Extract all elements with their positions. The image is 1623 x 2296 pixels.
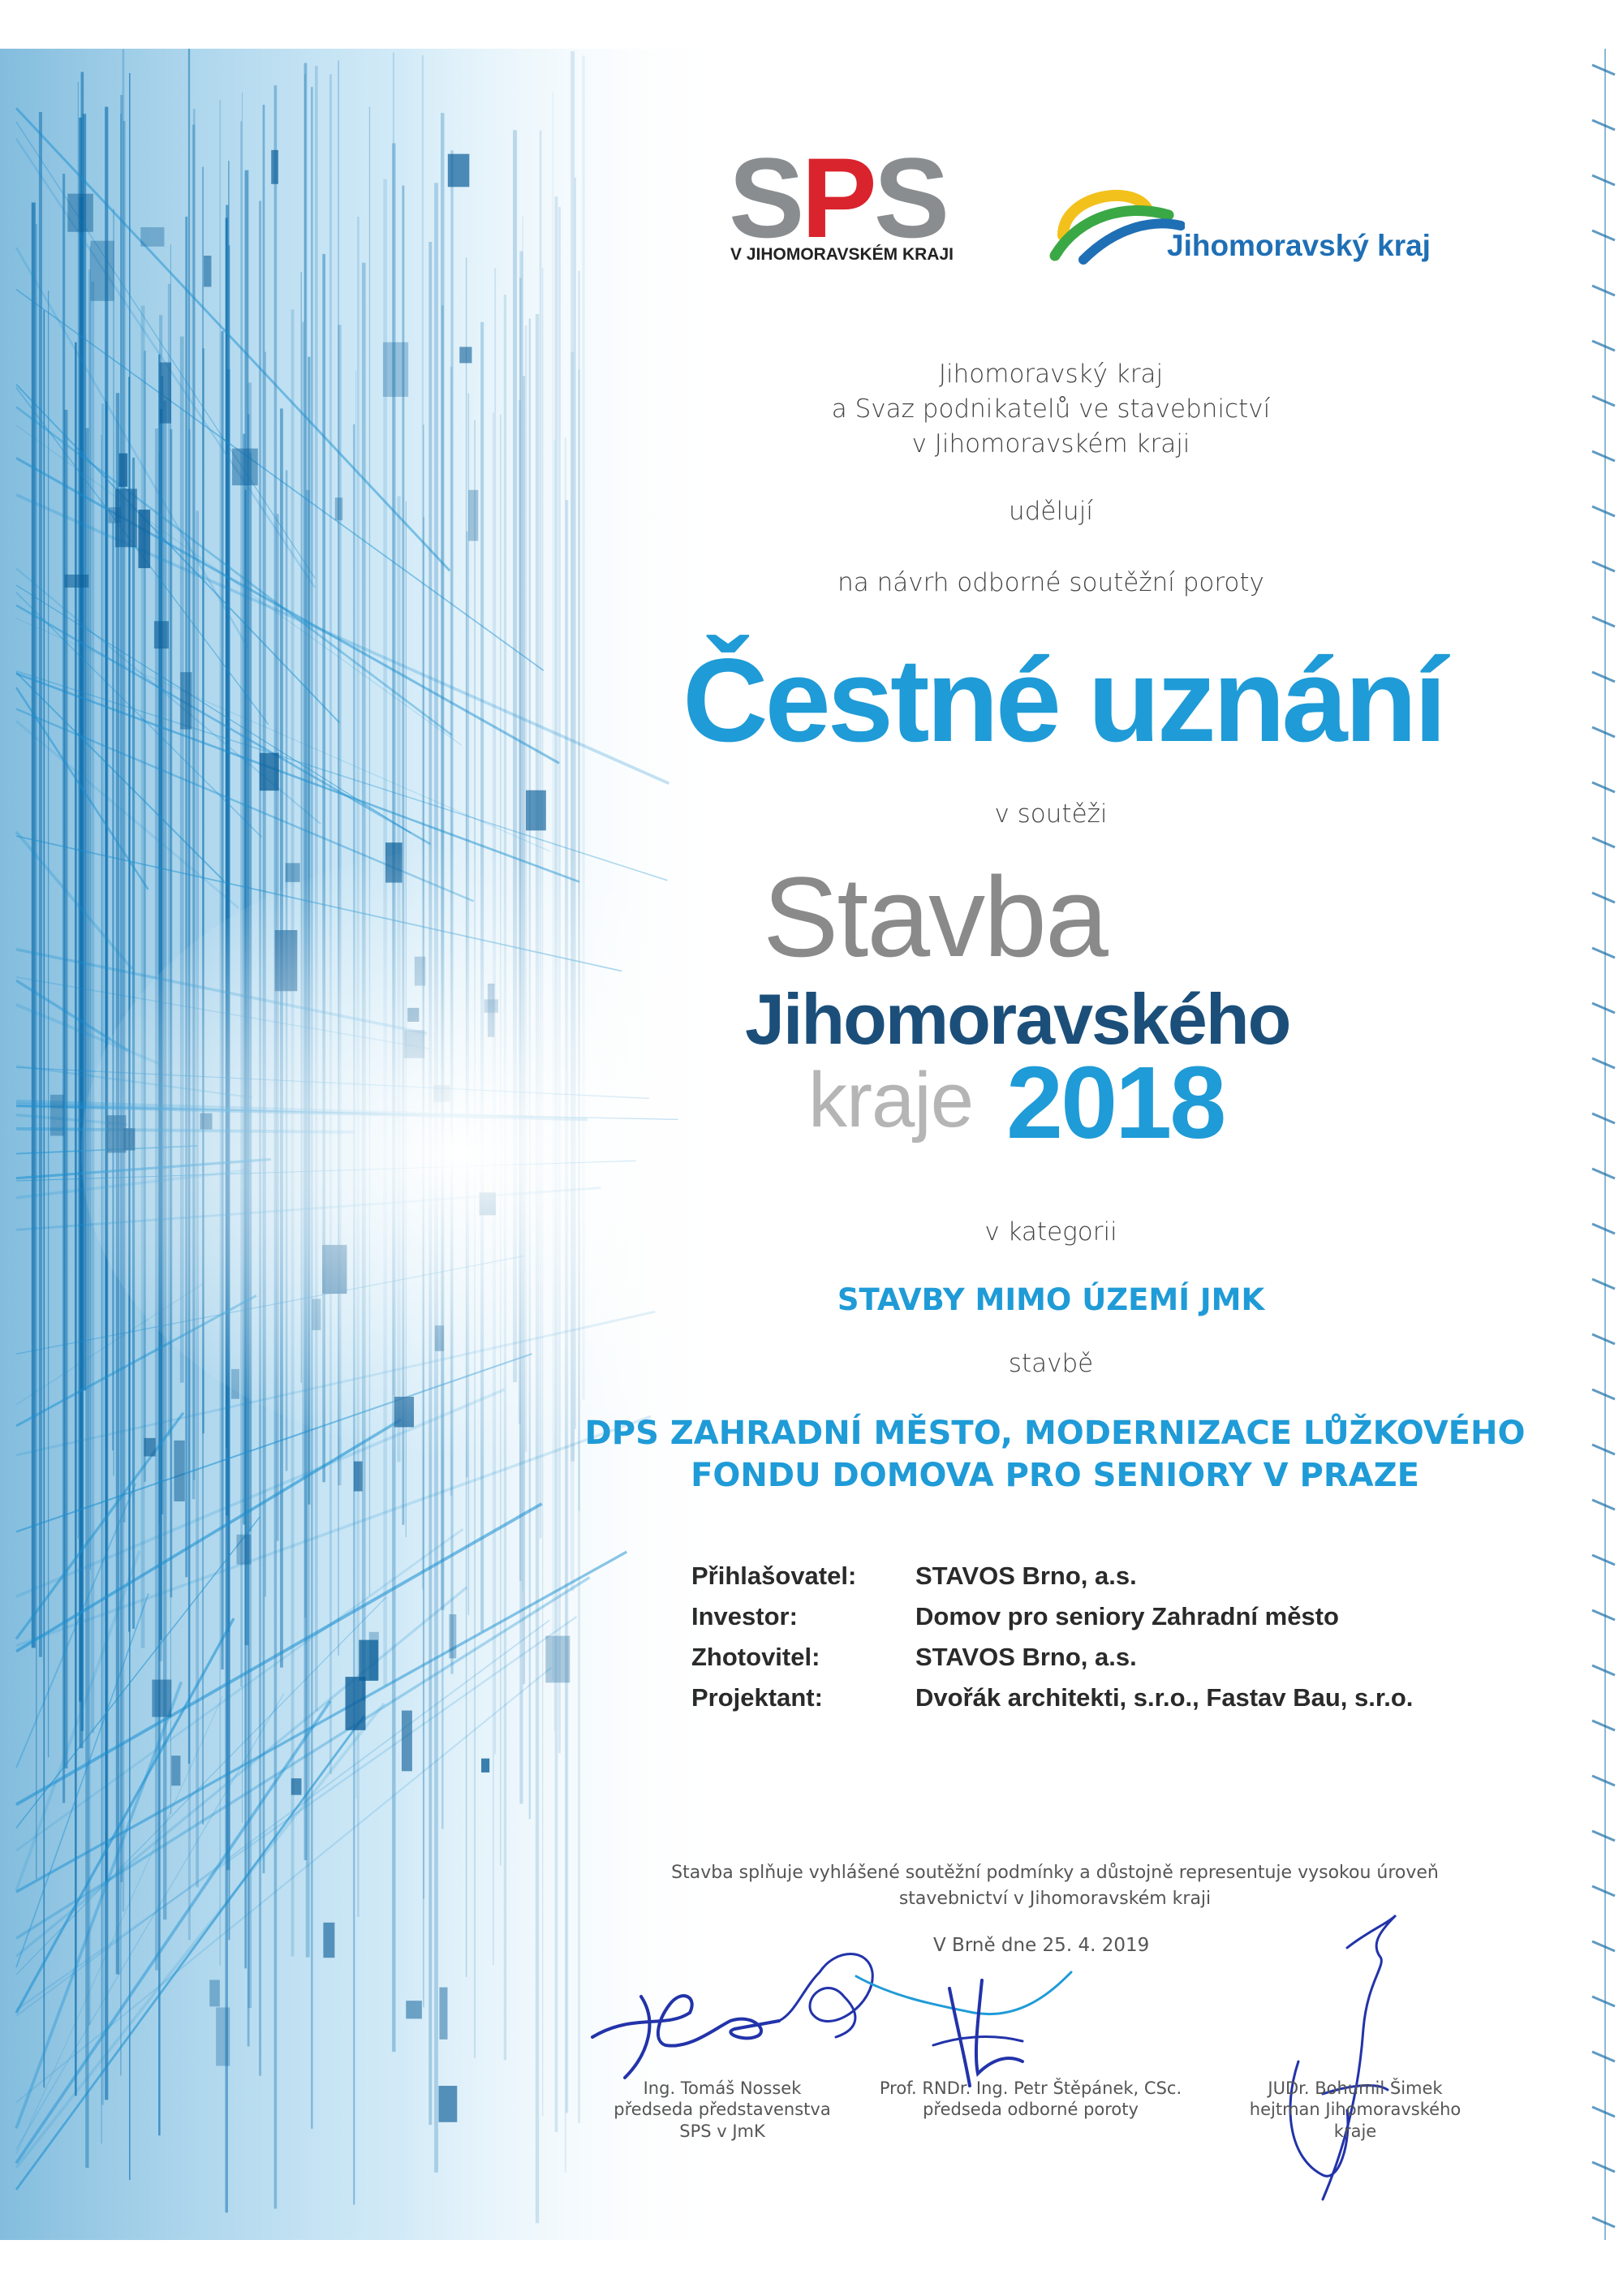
- background-grid-line: [1592, 1776, 1615, 1786]
- background-grid-line: [1592, 1445, 1615, 1454]
- competition-year: 2018: [1006, 1045, 1225, 1160]
- background-block: [115, 489, 137, 547]
- background-grid-line: [1592, 506, 1615, 516]
- signatory-line: Ing. Tomáš Nossek: [643, 2078, 802, 2098]
- background-grid-line: [1592, 948, 1615, 958]
- background-grid-line: [1592, 1665, 1615, 1675]
- detail-value: Domov pro seniory Zahradní město: [915, 1602, 1339, 1630]
- background-grid-line: [1592, 1334, 1615, 1344]
- intro-line: a Svaz podnikatelů ve stavebnictví: [831, 394, 1271, 424]
- background-block: [50, 1095, 64, 1136]
- building-name: [568, 1412, 1542, 1497]
- background-block: [232, 449, 258, 485]
- background-block: [359, 1640, 378, 1681]
- background-grid-line: [1592, 727, 1615, 737]
- background-grid-line: [1592, 1058, 1615, 1068]
- background-grid-line: [1592, 893, 1615, 902]
- building-lead: stavbě: [1008, 1349, 1094, 1378]
- background-grid-line: [1592, 1169, 1615, 1178]
- background-grid-line: [1592, 672, 1615, 682]
- background-block: [271, 150, 278, 184]
- sps-logo: [729, 134, 980, 268]
- background-block: [174, 1441, 184, 1501]
- background-grid-line: [1592, 838, 1615, 847]
- background-grid-line: [1592, 1003, 1615, 1013]
- background-block: [286, 863, 300, 881]
- intro-line: Jihomoravský kraj: [938, 360, 1164, 389]
- category-lead: v kategorii: [984, 1217, 1117, 1247]
- background-block: [64, 575, 88, 588]
- intro-proposal: na návrh odborné soutěžní poroty: [837, 568, 1264, 597]
- background-block: [160, 362, 171, 423]
- detail-value: Dvořák architekti, s.r.o., Fastav Bau, s.r.o.: [915, 1683, 1414, 1712]
- background-grid-line: [1592, 1886, 1615, 1896]
- detail-row-contractor: [691, 1643, 1137, 1672]
- background-block: [236, 1535, 251, 1565]
- sps-logo-letter-p: P: [801, 134, 874, 261]
- category-name: STAVBY MIMO ÚZEMÍ JMK: [837, 1282, 1265, 1317]
- handwritten-signatures: [568, 1899, 1623, 2224]
- background-block: [138, 510, 150, 568]
- background-block: [346, 1677, 366, 1730]
- background-block: [323, 1923, 334, 1958]
- background-block: [260, 753, 279, 790]
- signatory-line: SPS v JmK: [679, 2121, 765, 2141]
- background-grid-line: [1592, 230, 1615, 240]
- background-grid-line: [1592, 396, 1615, 406]
- competition-word-kraje: kraje: [808, 1057, 974, 1144]
- detail-value: STAVOS Brno, a.s.: [915, 1562, 1137, 1590]
- detail-row-investor: [691, 1602, 1339, 1631]
- background-block: [204, 256, 211, 286]
- detail-label: Investor:: [691, 1602, 798, 1630]
- footer-statement-line: stavebnictví v Jihomoravském kraji: [898, 1889, 1212, 1909]
- detail-value: STAVOS Brno, a.s.: [915, 1643, 1137, 1671]
- background-grid-line: [1592, 341, 1615, 351]
- sps-logo-letter-s2: S: [873, 134, 947, 261]
- signatory-line: JUDr. Bohumil Šimek: [1268, 2078, 1443, 2098]
- background-grid-line: [1592, 451, 1615, 461]
- background-grid-line: [1592, 1224, 1615, 1234]
- background-grid-line: [1592, 617, 1615, 627]
- building-name-line: FONDU DOMOVA PRO SENIORY V PRAZE: [691, 1457, 1419, 1494]
- detail-row-designer: [691, 1683, 1413, 1712]
- signatory-1: [601, 2078, 844, 2142]
- background-block: [459, 347, 471, 363]
- background-grid-line: [1592, 1831, 1615, 1841]
- background-block: [180, 672, 192, 729]
- in-competition-text: v soutěži: [994, 799, 1108, 829]
- background-block: [154, 621, 169, 648]
- background-grid-line: [1592, 782, 1615, 792]
- signatory-line: předseda odborné poroty: [923, 2100, 1139, 2120]
- detail-row-applicant: [691, 1562, 1137, 1591]
- place-date: V Brně dne 25. 4. 2019: [933, 1935, 1150, 1956]
- background-block: [171, 1755, 180, 1786]
- detail-label: Přihlašovatel:: [691, 1562, 857, 1590]
- background-block: [449, 1614, 456, 1658]
- background-grid-line: [1592, 286, 1615, 295]
- background-grid-line: [1592, 175, 1615, 185]
- background-grid-line: [1592, 1389, 1615, 1399]
- detail-label: Zhotovitel:: [691, 1643, 820, 1671]
- background-block: [448, 154, 470, 187]
- competition-word-region: Jihomoravského: [745, 979, 1290, 1059]
- background-block: [406, 2001, 422, 2018]
- signatory-line: kraje: [1333, 2121, 1377, 2141]
- award-title: Čestné uznání: [682, 634, 1444, 766]
- signatory-line: hejtman Jihomoravského: [1249, 2100, 1462, 2120]
- sps-logo-letter-s1: S: [729, 134, 802, 261]
- signatory-3: [1233, 2078, 1477, 2142]
- building-name-line: DPS ZAHRADNÍ MĚSTO, MODERNIZACE LŮŽKOVÉHO: [584, 1415, 1526, 1452]
- signatory-line: předseda představenstva: [613, 2100, 831, 2120]
- background-block: [140, 227, 164, 247]
- sps-logo-subtitle: V JIHOMORAVSKÉM KRAJI: [730, 245, 954, 264]
- background-block: [144, 1438, 155, 1457]
- background-block: [335, 498, 342, 520]
- background-block: [526, 790, 546, 831]
- background-grid-line: [1592, 1555, 1615, 1565]
- region-logo: [1047, 179, 1453, 276]
- background-block: [291, 1778, 302, 1794]
- background-grid-line: [1592, 1721, 1615, 1730]
- background-block: [438, 2086, 457, 2122]
- background-grid-line: [1592, 1114, 1615, 1123]
- background-grid-line: [1592, 65, 1615, 75]
- signatory-line: Prof. RNDr. Ing. Petr Štěpánek, CSc.: [879, 2078, 1182, 2098]
- background-block: [545, 1636, 570, 1683]
- background-block: [91, 241, 114, 301]
- footer-statement-line: Stavba splňuje vyhlášené soutěžní podmínky a důstojně representuje vysokou úroveň: [671, 1863, 1439, 1883]
- region-logo-name: Jihomoravský kraj: [1167, 229, 1431, 262]
- competition-word-stavba: Stavba: [763, 853, 1107, 980]
- background-block: [468, 490, 478, 541]
- background-block: [481, 1759, 489, 1773]
- intro-block: [633, 357, 1469, 462]
- background-block: [67, 194, 93, 232]
- background-grid-line: [1592, 1500, 1615, 1510]
- signatory-2: [876, 2078, 1185, 2121]
- background-block: [152, 1680, 171, 1717]
- background-grid-line: [1592, 120, 1615, 130]
- background-grid-line: [1592, 1610, 1615, 1620]
- intro-verb: udělují: [1009, 497, 1093, 526]
- background-block: [402, 1711, 412, 1772]
- background-grid-line: [1592, 1279, 1615, 1289]
- background-block: [118, 454, 127, 487]
- background-block: [354, 1462, 363, 1492]
- background-block: [383, 342, 408, 397]
- background-grid-line: [1592, 562, 1615, 571]
- background-block: [209, 1980, 220, 2007]
- background-block: [439, 1988, 447, 2040]
- region-logo-icon: [1047, 179, 1185, 268]
- background-block: [216, 2007, 230, 2066]
- detail-label: Projektant:: [691, 1683, 823, 1712]
- intro-line: v Jihomoravském kraji: [911, 429, 1190, 459]
